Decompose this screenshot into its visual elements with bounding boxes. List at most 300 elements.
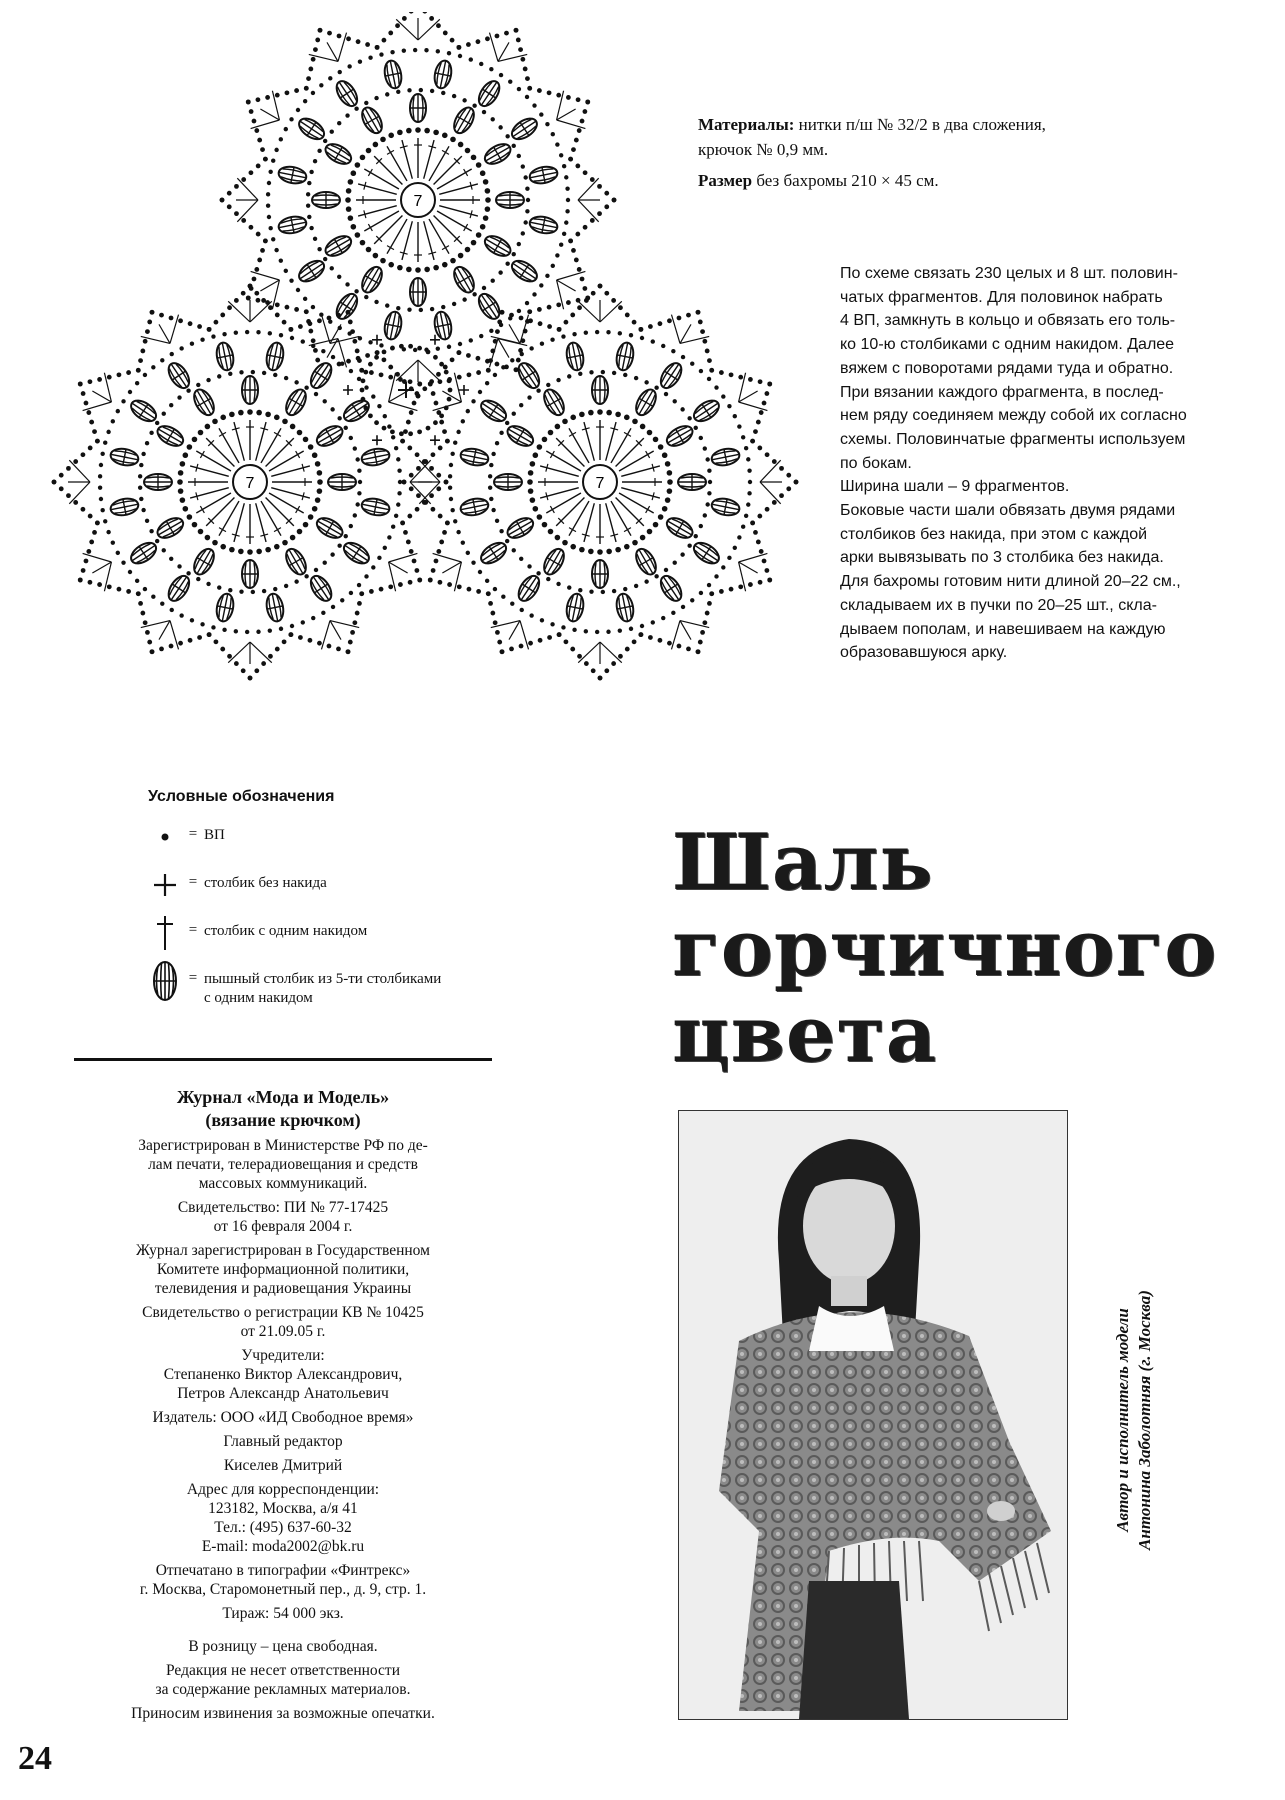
- dc-stitch: [206, 498, 234, 526]
- chain-dot: [220, 647, 225, 652]
- chain-dot: [582, 109, 587, 114]
- chain-dot: [705, 611, 710, 616]
- chain-dot: [352, 620, 357, 625]
- chain-dot: [59, 486, 64, 491]
- chain-dot: [211, 334, 215, 338]
- imprint-line: г. Москва, Старомонетный пер., д. 9, стр. 1.: [139, 1581, 427, 1598]
- chain-dot: [315, 497, 321, 503]
- chain-dot: [337, 544, 341, 548]
- chain-dot: [387, 535, 391, 539]
- chain-dot: [337, 121, 341, 125]
- chain-dot: [192, 437, 198, 443]
- chain-dot: [479, 62, 483, 66]
- chain-dot: [315, 38, 320, 43]
- chain-dot: [480, 224, 486, 230]
- chain-dot: [426, 426, 431, 431]
- chain-dot: [746, 502, 750, 506]
- chain-dot: [536, 389, 540, 393]
- chain-dot: [580, 119, 585, 124]
- chain-dot: [394, 514, 398, 518]
- chain-dot: [197, 324, 202, 329]
- chain-dot: [346, 649, 351, 654]
- chain-dot: [419, 308, 423, 312]
- chain-dot: [369, 370, 374, 375]
- dc-bar: [624, 432, 631, 436]
- chain-dot: [327, 644, 332, 649]
- chain-dot: [220, 198, 225, 203]
- chain-dot: [517, 154, 521, 158]
- chain-dot: [708, 480, 712, 484]
- chain-dot: [406, 540, 411, 545]
- chain-dot: [340, 598, 344, 602]
- chain-dot: [577, 267, 582, 272]
- chain-dot: [673, 399, 677, 403]
- magazine-name: Журнал «Мода и Модель»: [176, 1087, 390, 1107]
- puff-stitch: [592, 560, 608, 588]
- puff-stitch: [295, 257, 327, 286]
- chain-dot: [353, 446, 357, 450]
- chain-dot: [355, 349, 360, 354]
- puff-stitch: [678, 474, 706, 490]
- chain-dot: [547, 305, 552, 310]
- imprint-para: [74, 1456, 492, 1475]
- chain-dot: [262, 589, 266, 593]
- chain-dot: [268, 305, 273, 310]
- chain-dot: [654, 385, 658, 389]
- chain-dot: [510, 601, 514, 605]
- dc-stitch: [219, 501, 239, 536]
- chain-dot: [273, 587, 277, 591]
- sc-stitch: [459, 385, 469, 395]
- puff-stitch: [382, 310, 403, 341]
- chain-dot: [402, 48, 406, 52]
- chain-dot: [200, 622, 204, 626]
- dc-stitch: [250, 301, 272, 322]
- chain-dot: [436, 49, 440, 53]
- dc-stitch: [546, 451, 581, 471]
- chain-dot: [764, 391, 769, 396]
- chain-dot: [345, 197, 351, 203]
- chain-dot: [485, 381, 489, 385]
- chain-dot: [116, 409, 120, 413]
- chain-dot: [279, 627, 283, 631]
- chain-dot: [397, 130, 403, 136]
- chain-dot: [396, 306, 400, 310]
- chain-dot: [321, 349, 325, 353]
- chain-dot: [396, 502, 400, 506]
- chain-dot: [611, 298, 616, 303]
- chain-dot: [345, 113, 349, 117]
- materials-text: нитки п/ш № 32/2 в два сложения,: [794, 115, 1046, 134]
- chain-dot: [624, 415, 630, 421]
- chain-dot: [66, 466, 71, 471]
- chain-dot: [733, 546, 737, 550]
- legend-row-chain: [148, 820, 568, 854]
- title-line: Шаль: [672, 817, 934, 908]
- chain-dot: [352, 339, 357, 344]
- chain-dot: [699, 436, 703, 440]
- chain-dot: [159, 313, 164, 318]
- puff-stitch: [690, 539, 722, 568]
- chain-dot: [413, 348, 417, 352]
- chain-dot: [275, 93, 280, 98]
- chain-dot: [555, 142, 559, 146]
- chain-dot: [304, 385, 308, 389]
- chain-dot: [227, 305, 232, 310]
- puff-stitch: [360, 446, 391, 467]
- chain-dot: [266, 192, 270, 196]
- chain-dot: [336, 313, 341, 318]
- chain-dot: [275, 302, 280, 307]
- chain-dot: [366, 148, 372, 154]
- chain-dot: [315, 461, 321, 467]
- chain-dot: [66, 493, 71, 498]
- chain-dot: [227, 204, 232, 209]
- page-number: 24: [18, 1740, 52, 1777]
- chain-dot: [414, 391, 419, 396]
- credit-line: Антонина Заболотняя (г. Москва): [1135, 1290, 1154, 1550]
- chain-dot: [395, 372, 400, 377]
- chain-dot: [497, 640, 502, 645]
- chain-dot: [512, 252, 516, 256]
- chain-dot: [545, 274, 549, 278]
- chain-dot: [349, 436, 353, 440]
- chain-dot: [311, 616, 315, 620]
- chain-dot: [398, 377, 403, 382]
- chain-dot: [359, 368, 364, 373]
- chain-dot: [227, 654, 232, 659]
- chain-dot: [521, 164, 525, 168]
- chain-dot: [388, 375, 393, 380]
- chain-dot: [702, 620, 707, 625]
- chain-dot: [318, 28, 323, 33]
- legend-text: столбик с одним накидом: [204, 923, 368, 939]
- chain-dot: [472, 103, 476, 107]
- chain-dot: [92, 429, 97, 434]
- chain-dot: [409, 410, 414, 415]
- chain-dot: [390, 346, 395, 351]
- chain-dot: [681, 605, 685, 609]
- chain-dot: [234, 211, 239, 216]
- chain-dot: [248, 284, 253, 289]
- chain-dot: [99, 463, 103, 467]
- chain-dot: [145, 630, 150, 635]
- chain-dot: [304, 309, 309, 314]
- instruction-line: вяжем с поворотами рядами туда и обратно.: [840, 359, 1174, 377]
- chain-dot: [88, 514, 93, 519]
- chain-dot: [753, 530, 758, 535]
- chain-dot: [450, 137, 456, 143]
- chain-dot: [323, 257, 327, 261]
- instruction-line: схемы. Половинчатые фрагменты используем: [840, 430, 1186, 448]
- chain-dot: [471, 560, 475, 564]
- chain-dot: [550, 622, 554, 626]
- chain-dot: [374, 420, 379, 425]
- chain-dot: [143, 587, 147, 591]
- chain-dot: [721, 565, 725, 569]
- chain-dot: [547, 635, 552, 640]
- chain-dot: [482, 110, 486, 114]
- chain-dot: [433, 355, 438, 360]
- chain-dot: [667, 488, 673, 494]
- chain-dot: [519, 557, 523, 561]
- chain-dot: [589, 589, 593, 593]
- chain-dot: [351, 224, 357, 230]
- chain-dot: [588, 549, 594, 555]
- chain-dot: [568, 157, 573, 162]
- chain-dot: [476, 370, 481, 375]
- chain-dot: [571, 248, 576, 253]
- puff-stitch: [322, 232, 354, 260]
- chain-dot: [206, 582, 210, 586]
- chain-dot: [527, 395, 531, 399]
- imprint-line: Зарегистрирован в Министерстве РФ по де-: [138, 1137, 428, 1154]
- chain-dot: [759, 410, 764, 415]
- chain-dot: [406, 267, 412, 273]
- imprint-line: Адрес для корреспонденции:: [186, 1481, 380, 1498]
- chain-dot: [407, 446, 412, 451]
- dc-stitch: [69, 460, 90, 482]
- chain-dot: [312, 452, 318, 458]
- chain-dot: [416, 466, 421, 471]
- sc-stitch: [430, 435, 440, 445]
- puff-stitch: [514, 359, 543, 391]
- chain-dot: [686, 313, 691, 318]
- chain-dot: [229, 412, 235, 418]
- chain-dot: [590, 218, 595, 223]
- chain-dot: [559, 153, 563, 157]
- chain-dot: [296, 288, 300, 292]
- imprint-line: массовых коммуникаций.: [198, 1175, 368, 1192]
- chain-dot: [505, 262, 509, 266]
- imprint-para: [74, 1198, 492, 1236]
- chain-dot: [753, 429, 758, 434]
- chain-dot: [245, 630, 249, 634]
- imprint-line: Свидетельство: ПИ № 77-17425: [177, 1199, 389, 1216]
- chain-dot: [528, 641, 533, 646]
- chain-dot: [719, 589, 724, 594]
- chain-dot: [139, 463, 143, 467]
- chain-dot: [461, 419, 465, 423]
- chain-dot: [282, 320, 287, 325]
- puff-stitch: [164, 359, 193, 391]
- chain-dot: [606, 549, 612, 555]
- instruction-line: по бокам.: [840, 454, 912, 472]
- chain-dot: [360, 240, 366, 246]
- sc-stitch: [343, 385, 353, 395]
- chain-dot: [737, 535, 741, 539]
- chain-dot: [356, 39, 361, 44]
- chain-dot: [428, 382, 433, 387]
- chain-dot: [373, 253, 379, 259]
- chain-dot: [699, 591, 703, 595]
- chain-dot: [436, 549, 441, 554]
- chain-dot: [466, 551, 470, 555]
- puff-stitch: [632, 546, 660, 578]
- chain-dot: [397, 265, 403, 271]
- chain-dot: [566, 198, 570, 202]
- chain-dot: [604, 291, 609, 296]
- chain-dot: [525, 186, 529, 190]
- chain-dot: [89, 540, 94, 545]
- plus-icon: [148, 868, 182, 902]
- chain-dot: [486, 368, 491, 373]
- chain-dot: [357, 377, 361, 381]
- chain-dot: [308, 329, 313, 334]
- chain-dot: [81, 568, 86, 573]
- chain-dot: [330, 552, 334, 556]
- chain-dot: [466, 353, 471, 358]
- chain-dot: [238, 410, 244, 416]
- chain-dot: [140, 349, 145, 354]
- chain-dot: [700, 329, 705, 334]
- chain-dot: [647, 430, 653, 436]
- chain-dot: [128, 570, 132, 574]
- chain-dot: [583, 225, 588, 230]
- materials-block: [698, 112, 1198, 199]
- puff-stitch: [450, 264, 478, 296]
- chain-dot: [748, 480, 752, 484]
- chain-dot: [211, 625, 215, 629]
- chain-dot: [290, 535, 296, 541]
- chain-dot: [757, 446, 762, 451]
- chain-dot: [256, 630, 260, 634]
- chain-dot: [525, 301, 529, 305]
- chain-dot: [445, 439, 450, 444]
- chain-dot: [750, 439, 755, 444]
- chain-dot: [423, 459, 428, 464]
- chain-dot: [654, 574, 658, 578]
- chain-dot: [97, 377, 102, 382]
- chain-dot: [615, 412, 621, 418]
- chain-dot: [162, 412, 166, 416]
- chain-dot: [638, 632, 643, 637]
- puff-stitch: [190, 546, 218, 578]
- dc-stitch: [619, 493, 654, 513]
- chain-dot: [314, 392, 318, 396]
- chain-dot: [438, 379, 443, 384]
- chain-dot: [351, 170, 357, 176]
- chain-dot: [274, 148, 278, 152]
- chain-dot: [388, 31, 393, 36]
- chain-dot: [162, 548, 166, 552]
- chain-dot: [744, 446, 748, 450]
- chain-dot: [442, 133, 448, 139]
- chain-dot: [570, 415, 576, 421]
- chain-dot: [265, 95, 270, 100]
- chain-dot: [279, 137, 283, 141]
- chain-dot: [344, 426, 348, 430]
- dc-stitch: [578, 200, 599, 222]
- chain-dot: [696, 310, 701, 315]
- dc-stitch: [760, 460, 781, 482]
- chain-dot: [638, 327, 643, 332]
- materials-hook: крючок № 0,9 мм.: [698, 140, 829, 159]
- chain-dot: [624, 544, 630, 550]
- chain-dot: [409, 473, 414, 478]
- imprint-para: [74, 1346, 492, 1403]
- chain-dot: [758, 379, 763, 384]
- puff-stitch: [632, 386, 660, 418]
- chain-dot: [284, 127, 288, 131]
- chain-dot: [442, 530, 447, 535]
- dc-stitch: [437, 211, 472, 231]
- chain-dot: [289, 278, 293, 282]
- chain-dot: [584, 629, 588, 633]
- sc-stitch: [372, 435, 382, 445]
- imprint-line: за содержание рекламных материалов.: [155, 1681, 411, 1698]
- chain-dot: [707, 583, 711, 587]
- chain-dot: [448, 388, 453, 393]
- chain-dot: [265, 412, 271, 418]
- dc-stitch: [429, 219, 449, 254]
- chain-dot: [234, 330, 238, 334]
- chain-dot: [696, 649, 701, 654]
- chain-dot: [52, 480, 57, 485]
- size-line: [698, 168, 1198, 193]
- chain-dot: [489, 329, 493, 333]
- chain-dot: [290, 424, 296, 430]
- chain-dot: [690, 362, 694, 366]
- chain-dot: [294, 307, 299, 312]
- chain-dot: [312, 506, 318, 512]
- chain-dot: [436, 473, 441, 478]
- chain-dot: [667, 479, 673, 485]
- puff-stitch: [109, 496, 140, 517]
- chain-dot: [449, 463, 453, 467]
- legend-text: ВП: [204, 827, 225, 843]
- chain-dot: [399, 431, 404, 436]
- chain-dot: [584, 661, 589, 666]
- puff-stitch: [690, 396, 722, 425]
- chain-dot: [615, 547, 621, 553]
- size-label: Размер: [698, 171, 753, 190]
- chain-dot: [562, 540, 568, 546]
- chain-dot: [658, 321, 663, 326]
- dc-stitch: [374, 216, 402, 244]
- chain-dot: [527, 479, 533, 485]
- chain-dot: [556, 302, 561, 307]
- chain-dot: [457, 375, 462, 380]
- chain-dot: [314, 568, 318, 572]
- legend-text-line: с одним накидом: [204, 990, 313, 1006]
- chain-dot: [476, 232, 482, 238]
- dc-stitch: [578, 178, 599, 200]
- chain-dot: [309, 226, 313, 230]
- chain-dot: [565, 186, 569, 190]
- chain-dot: [412, 401, 417, 406]
- chain-dot: [207, 632, 212, 637]
- puff-stitch: [432, 59, 453, 90]
- materials-label: Материалы:: [698, 115, 795, 134]
- dc-stitch: [569, 501, 589, 536]
- chain-dot: [103, 519, 107, 523]
- chain-dot: [414, 568, 419, 573]
- chain-dot: [449, 497, 453, 501]
- chain-dot: [192, 522, 198, 528]
- chain-dot: [380, 258, 386, 264]
- puff-stitch: [450, 104, 478, 136]
- chain-dot: [729, 372, 734, 377]
- chain-dot: [282, 419, 288, 425]
- dc-stitch: [364, 169, 399, 189]
- chain-dot: [661, 344, 665, 348]
- chain-dot: [561, 625, 565, 629]
- chain-dot: [361, 378, 366, 383]
- puff-stitch: [282, 546, 310, 578]
- chain-dot: [556, 378, 560, 382]
- chain-dot: [632, 540, 638, 546]
